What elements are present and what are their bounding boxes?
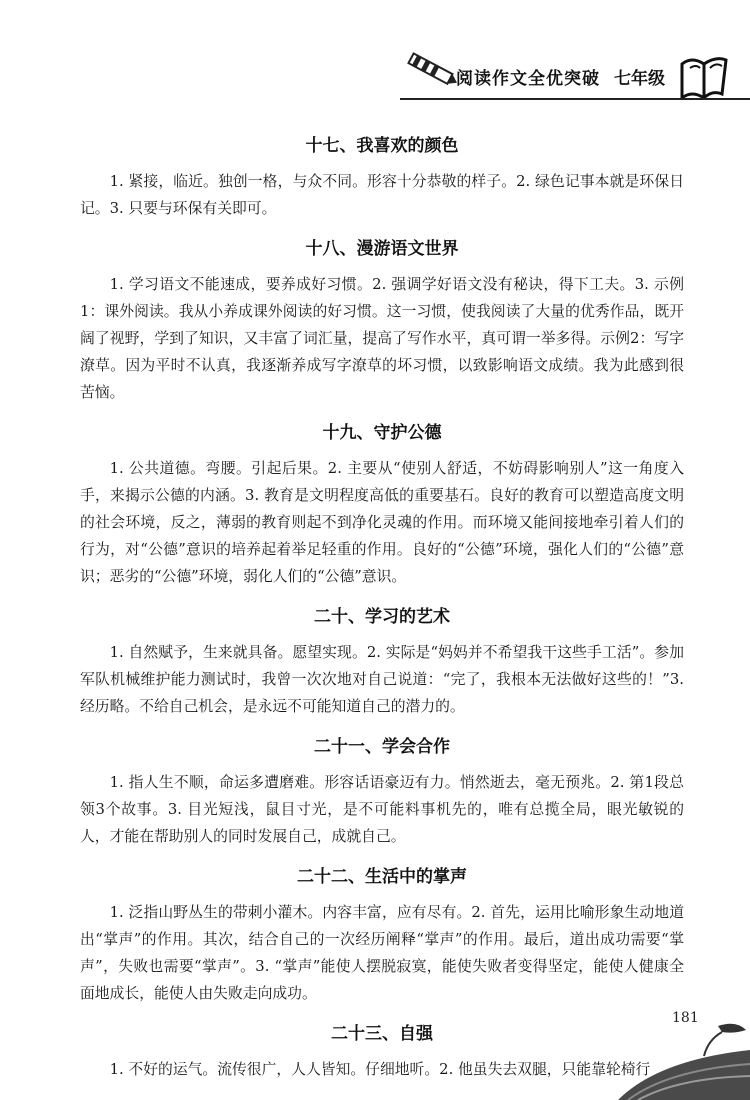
section-body: 1. 自然赋予，生来就具备。愿望实现。2. 实际是“妈妈并不希望我干这些手工活”。参加军队机械维护能力测试时，我曾一次次地对自己说道：“完了，我根本无法做好这些的！”3. 经历略。不给自己机会，是永远不可能知道自己的潜力的。 [80, 644, 684, 715]
section-body: 1. 学习语文不能速成，要养成好习惯。2. 强调学好语文没有秘诀，得下工夫。3. 示例1：课外阅读。我从小养成课外阅读的好习惯。这一习惯，使我阅读了大量的优秀作品，既开阔了视野，学到了知识，又丰富了词汇量，提高了写作水平，真可谓一举多得。示例2：写字潦草。因为平时不认真，我逐渐养成写字潦草的坏习惯，以致影响语文成绩。我为此感到很苦恼。 [80, 276, 684, 401]
section-title: 十七、我喜欢的颜色 [305, 136, 459, 156]
section-title: 二十二、生活中的掌声 [297, 867, 467, 887]
section-22 [80, 863, 684, 1007]
section-title: 二十一、学会合作 [314, 737, 450, 757]
section-17 [80, 132, 684, 222]
section-body: 1. 公共道德。弯腰。引起后果。2. 主要从“使别人舒适，不妨碍影响别人”这一角度入手，来揭示公德的内涵。3. 教育是文明程度高低的重要基石。良好的教育可以塑造高度文明的社会环境，反之，薄弱的教育则起不到净化灵魂的作用。而环境又能间接地牵引着人们的行为，对“公德”意识的培养起着举足轻重的作用。良好的“公德”环境，强化人们的“公德”意识；恶劣的“公德”环境，弱化人们的“公德”意识。 [80, 460, 684, 585]
pen-icon [402, 48, 462, 92]
page-header [400, 46, 750, 102]
answer-content [80, 132, 684, 1096]
section-title: 二十、学习的艺术 [314, 607, 450, 627]
section-body: 1. 指人生不顺，命运多遭磨难。形容话语豪迈有力。悄然逝去，毫无预兆。2. 第1段总领3个故事。3. 目光短浅，鼠目寸光，是不可能料事机先的，唯有总揽全局，眼光敏锐的人，才能在帮助别人的同时发展自己，成就自己。 [80, 774, 684, 845]
section-23 [80, 1020, 684, 1083]
section-21 [80, 733, 684, 850]
section-title: 二十三、自强 [331, 1024, 433, 1044]
section-title: 十八、漫游语文世界 [305, 239, 459, 259]
header-rule [400, 98, 750, 100]
header-grade: 七年级 [614, 69, 665, 89]
section-18 [80, 235, 684, 406]
section-body: 1. 泛指山野丛生的带刺小灌木。内容丰富，应有尽有。2. 首先，运用比喻形象生动地道出“掌声”的作用。其次，结合自己的一次经历阐释“掌声”的作用。最后，道出成功需要“掌声”，失败也需要“掌声”。3. “掌声”能使人摆脱寂寞，能使失败者变得坚定，能使人健康全面地成长，能使人由失败走向成功。 [80, 904, 684, 1002]
section-body: 1. 紧接，临近。独创一格，与众不同。形容十分恭敬的样子。2. 绿色记事本就是环保日记。3. 只要与环保有关即可。 [80, 173, 684, 217]
header-title: 阅读作文全优突破 [456, 69, 600, 89]
book-icon [676, 54, 732, 100]
section-title: 十九、守护公德 [322, 423, 442, 443]
section-19 [80, 419, 684, 590]
leaf-decor-icon [618, 1020, 750, 1100]
section-body: 1. 不好的运气。流传很广，人人皆知。仔细地听。2. 他虽失去双腿，只能靠轮椅行 [109, 1061, 651, 1078]
section-20 [80, 603, 684, 720]
page-number: 181 [672, 1010, 699, 1026]
